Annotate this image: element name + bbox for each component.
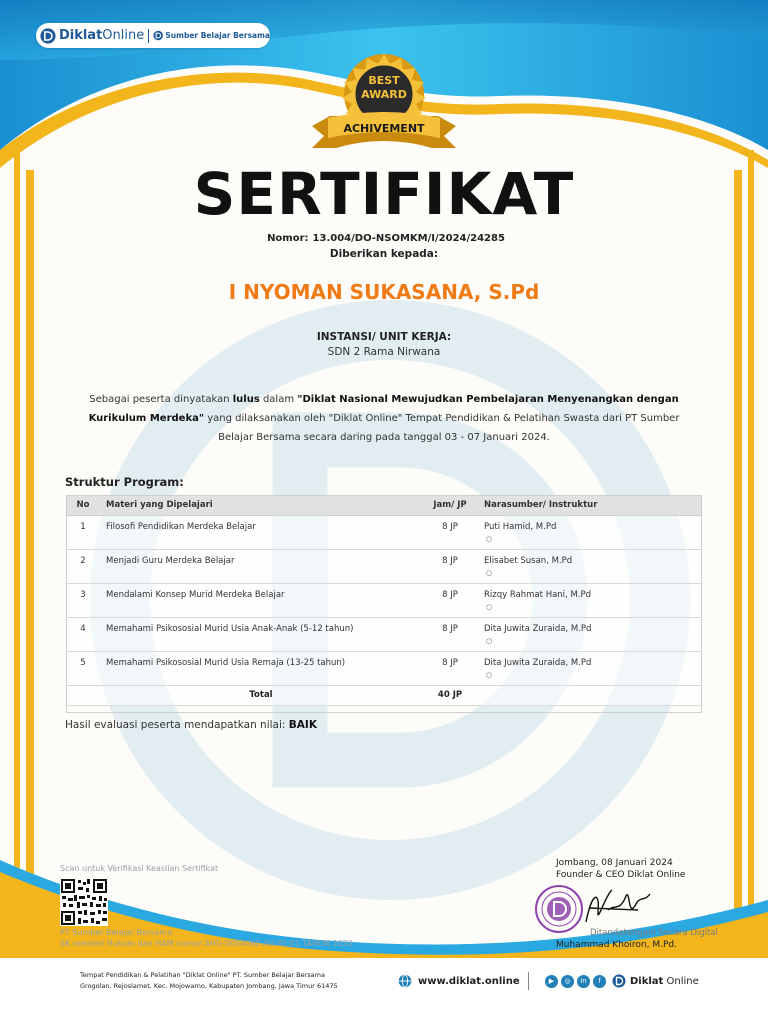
- footer-brand: Diklat Online: [630, 975, 699, 987]
- row-narasumber: Dita Juwita Zuraida, M.Pd ○: [478, 618, 702, 652]
- diklat-mini-icon: [153, 29, 163, 42]
- brand-logo: [36, 23, 270, 48]
- signature-place-date: Jombang, 08 Januari 2024: [556, 858, 673, 868]
- row-number: 5: [66, 652, 100, 686]
- handwritten-signature: [578, 882, 658, 932]
- linkedin-icon[interactable]: in: [577, 975, 590, 988]
- footer-website[interactable]: [398, 974, 520, 988]
- row-narasumber: Puti Hamid, M.Pd ○: [478, 516, 702, 550]
- qr-code-icon[interactable]: [60, 878, 108, 926]
- column-header: Materi yang Dipelajari: [100, 495, 422, 516]
- total-value: 40 JP: [422, 686, 478, 706]
- row-number: 3: [66, 584, 100, 618]
- scan-caption: Scan untuk Verifikasi Keaslian Sertifikat: [60, 864, 219, 873]
- row-materi: Menjadi Guru Merdeka Belajar: [100, 550, 422, 584]
- circle-bullet-icon: ○: [486, 603, 493, 611]
- circle-bullet-icon: ○: [486, 637, 493, 645]
- certificate-title: SERTIFIKAT: [193, 160, 575, 228]
- institution-value: SDN 2 Rama Nirwana: [327, 346, 441, 358]
- row-jp: 8 JP: [422, 516, 478, 550]
- website-link[interactable]: www.diklat.online: [418, 975, 520, 987]
- row-number: 1: [66, 516, 100, 550]
- footer-address: [80, 970, 338, 992]
- company-stamp-icon: [534, 884, 584, 934]
- brand-name: DiklatOnline: [58, 28, 145, 43]
- row-jp: 8 JP: [422, 652, 478, 686]
- row-number: 4: [66, 618, 100, 652]
- signature-role: Founder & CEO Diklat Online: [556, 870, 686, 880]
- brand-separator: [148, 29, 149, 43]
- row-materi: Mendalami Konsep Murid Merdeka Belajar: [100, 584, 422, 618]
- row-number: 2: [66, 550, 100, 584]
- circle-bullet-icon: ○: [486, 671, 493, 679]
- badge-award: AWARD: [361, 88, 407, 101]
- circle-bullet-icon: ○: [486, 569, 493, 577]
- legal-sk-number: SK menteri Hukum dan HAM nomor AHU-0054062.AH.01.01.TAHUN 2022: [60, 939, 353, 948]
- row-narasumber: Rizqy Rahmat Hani, M.Pd ○: [478, 584, 702, 618]
- total-label: Total: [100, 686, 422, 706]
- company-name: PT Sumber Belajar Bersama: [60, 928, 172, 937]
- table-row: [66, 618, 702, 652]
- program-table: [66, 495, 702, 706]
- row-materi: Memahami Psikososial Murid Usia Remaja (13-25 tahun): [100, 652, 422, 686]
- program-heading: Struktur Program:: [65, 475, 184, 489]
- column-header: No: [66, 495, 100, 516]
- recipient-name: I NYOMAN SUKASANA, S.Pd: [228, 280, 540, 304]
- best-award-badge: [306, 52, 462, 160]
- diklat-logo-icon: [40, 26, 56, 46]
- globe-icon: [398, 974, 412, 988]
- given-to-label: Diberikan kepada:: [329, 248, 439, 260]
- table-header-row: [66, 495, 702, 516]
- column-header: Jam/ JP: [422, 495, 478, 516]
- row-jp: 8 JP: [422, 550, 478, 584]
- certificate-number: Nomor: 13.004/DO-NSOMKM/I/2024/24285: [267, 233, 505, 244]
- table-row: [66, 516, 702, 550]
- circle-bullet-icon: ○: [486, 535, 493, 543]
- institution-label: INSTANSI/ UNIT KERJA:: [316, 331, 452, 343]
- column-header: Narasumber/ Instruktur: [478, 495, 702, 516]
- evaluation-result: Hasil evaluasi peserta mendapatkan nilai: BAIK: [65, 719, 317, 731]
- certificate-statement: Sebagai peserta dinyatakan lulus dalam "Diklat Nasional Mewujudkan Pembelajaran Menyenangkan dengan Kurikulum Merdeka" yang dilaksanakan oleh "Diklat Online" Tempat Pendidikan & Pelatihan Swasta dari PT Sumber Belajar Bersama secara daring pada tanggal 03 - 07 Januari 2024.: [88, 394, 680, 443]
- table-row: [66, 584, 702, 618]
- table-total-row: [66, 686, 702, 706]
- row-materi: Memahami Psikososial Murid Usia Anak-Anak (5-12 tahun): [100, 618, 422, 652]
- table-row: [66, 550, 702, 584]
- social-links: [545, 974, 699, 988]
- facebook-icon[interactable]: f: [593, 975, 606, 988]
- badge-best: BEST: [368, 74, 400, 87]
- row-materi: Filosofi Pendidikan Merdeka Belajar: [100, 516, 422, 550]
- table-row: [66, 652, 702, 686]
- youtube-icon[interactable]: ▶: [545, 975, 558, 988]
- footer-divider: [528, 972, 529, 990]
- footer-line-2: Grogolan, Rejoslamet, Kec. Mojowarno, Kabupaten Jombang, Jawa Timur 61475: [80, 982, 338, 990]
- signatory-name: Muhammad Khoiron, M.Pd.: [556, 940, 677, 950]
- diklat-footer-logo-icon: [612, 974, 626, 988]
- row-narasumber: Dita Juwita Zuraida, M.Pd ○: [478, 652, 702, 686]
- digital-signature-note: Ditandatangani Secara Digital: [590, 928, 718, 938]
- badge-ribbon-text: ACHIVEMENT: [343, 122, 425, 135]
- brand-tagline: Sumber Belajar Bersama: [165, 31, 270, 40]
- row-jp: 8 JP: [422, 618, 478, 652]
- footer-line-1: Tempat Pendidikan & Pelatihan "Diklat Online" PT. Sumber Belajar Bersama: [80, 971, 325, 979]
- row-narasumber: Elisabet Susan, M.Pd ○: [478, 550, 702, 584]
- instagram-icon[interactable]: ◎: [561, 975, 574, 988]
- row-jp: 8 JP: [422, 584, 478, 618]
